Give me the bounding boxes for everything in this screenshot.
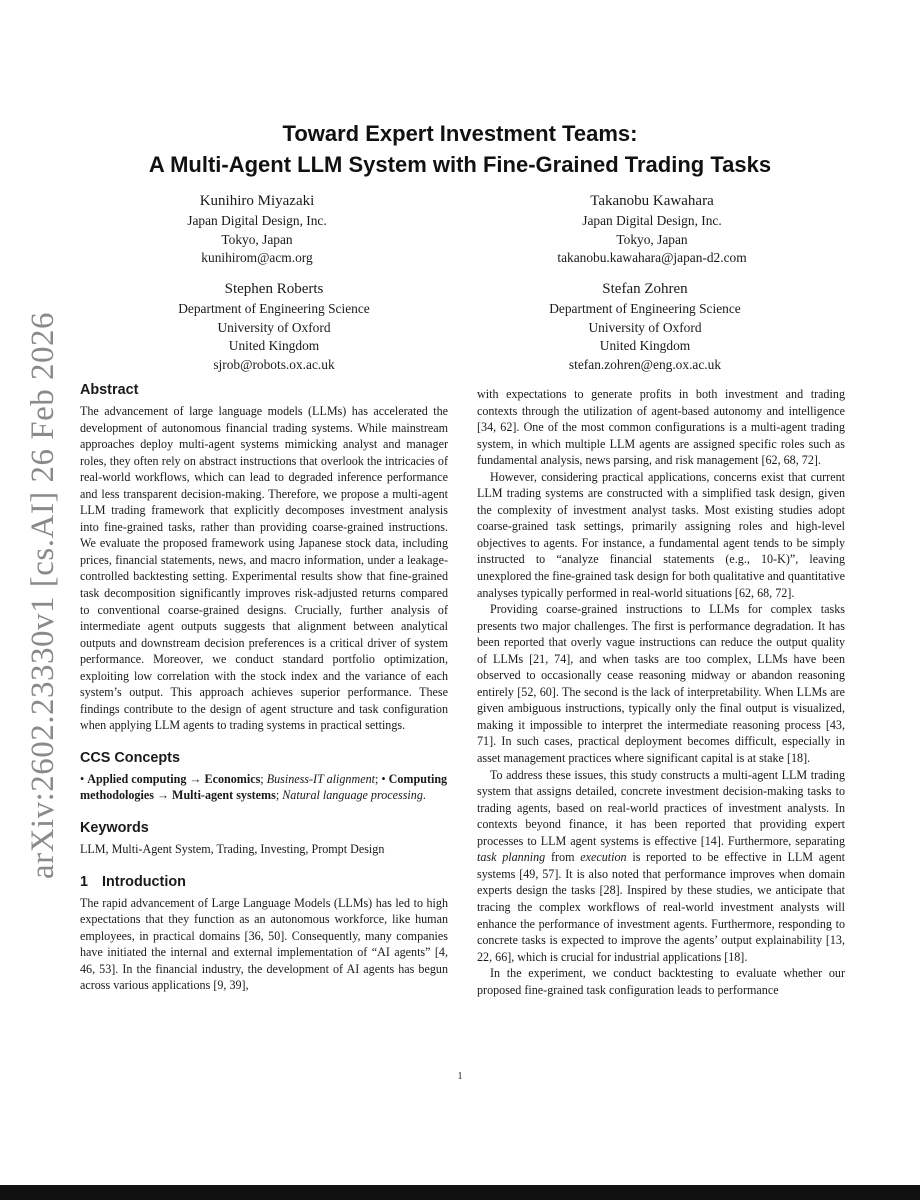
author-name: Kunihiro Miyazaki: [199, 193, 315, 209]
arxiv-identifier-stamp: [24, 311, 64, 879]
author-block-roberts: [109, 278, 439, 374]
author-email: kunihirom@acm.org: [201, 250, 313, 265]
ccs-concepts-heading: CCS Concepts: [80, 749, 180, 766]
ccs-bullet: •: [381, 771, 386, 786]
bottom-dark-band: [0, 1185, 920, 1200]
intro-paragraph-1-continued: with expectations to generate profits in both investment and trading contexts through the utilization of agent-based autonomy and intelligence [34, 62]. One of the most common configurations is a multi-agent trading system, in which multiple LLM agents are assigned specific roles such as fundamental analysis, news parsing, and risk management [62, 68, 72].: [477, 387, 845, 468]
author-university: University of Oxford: [217, 319, 331, 335]
ccs-concept-1: Applied computing → Economics: [87, 771, 261, 786]
keywords-text: LLM, Multi-Agent System, Trading, Investing, Prompt Design: [80, 842, 385, 857]
right-column: [477, 386, 845, 998]
intro-paragraph-5: In the experiment, we conduct backtesting to evaluate whether our proposed fine-grained task configuration leads to performance: [477, 966, 845, 997]
introduction-heading: [80, 872, 448, 892]
author-email: sjrob@robots.ox.ac.uk: [213, 356, 335, 372]
intro-p4-text-b: from: [545, 850, 581, 865]
left-column: [80, 380, 448, 994]
author-name: Stefan Zohren: [602, 281, 688, 297]
intro-p4-text-c: is reported to be effective in LLM agent systems [49, 57]. It is also noted that performance improves when domain experts design the tasks [28]. Inspired by these studies, we anticipate that tracing the complex workflows of real-world investment analysts will enhance the performance of investment agents. Furthermore, responding to concrete tasks is expected to improve the agents’ output explainability [13, 22, 66], which is crucial for industrial applications [18].: [477, 850, 845, 964]
author-location: Tokyo, Japan: [616, 231, 688, 247]
ccs-bullet: •: [80, 771, 85, 786]
author-affiliation: Japan Digital Design, Inc.: [187, 213, 327, 228]
intro-paragraph-3: Providing coarse-grained instructions to LLMs for complex tasks presents two major challenges. The first is performance degradation. It has been reported that overly vague instructions can reduce the output quality of LLMs [21, 74], and when tasks are too complex, LLMs have been observed to occasionally cease reasoning midway or abandon reasoning entirely [52, 60]. The second is the lack of interpretability. When LLMs are given ambiguous instructions, typically only the final output is visualized, making it impossible to interpret the intermediate reasoning process [43, 71]. In such cases, practical deployment becomes difficult, especially in asset management practices where significant capital is at stake [18].: [477, 602, 845, 766]
author-country: United Kingdom: [228, 338, 320, 353]
intro-p4-emphasis-execution: execution: [580, 850, 627, 865]
author-block-kawahara: [487, 190, 817, 268]
author-affiliation: Japan Digital Design, Inc.: [582, 213, 722, 228]
abstract-text: The advancement of large language models (LLMs) has accelerated the development of autonomous financial trading systems. While mainstream approaches deploy multi-agent systems mimicking analyst and manager roles, they often rely on abstract instructions that overlook the intricacies of real-world workflows, which can lead to degraded inference performance and less transparent decision-making. Therefore, we propose a multi-agent LLM trading framework that explicitly decomposes investment analysis into fine-grained tasks, rather than providing coarse-grained instructions. We evaluate the proposed framework using Japanese stock data, including prices, financial statements, news, and macro information, under a leakage-controlled backtesting setting. Experimental results show that fine-grained task decomposition significantly improves risk-adjusted returns compared to conventional coarse-grained designs. Crucially, further analysis of intermediate agent outputs suggests that alignment between analytical outputs and downstream decision preferences is a critical driver of system performance. Moreover, we conduct standard portfolio optimization, exploiting low correlation with the stock index and the variance of each system’s output. This approach achieves superior performance. These findings contribute to the design of agent structure and task configuration when applying LLM agents to trading systems in practical settings.: [80, 404, 448, 733]
ccs-concept-2-sub: Natural language processing: [282, 788, 423, 803]
author-email: stefan.zohren@eng.ox.ac.uk: [568, 356, 722, 372]
page-number: 1: [457, 1071, 463, 1082]
title-line-2: A Multi-Agent LLM System with Fine-Grained Trading Tasks: [148, 152, 772, 177]
paper-title: [80, 118, 840, 180]
author-department: Department of Engineering Science: [549, 301, 741, 316]
author-country: United Kingdom: [599, 338, 691, 353]
intro-p4-emphasis-task-planning: task planning: [477, 850, 546, 865]
intro-p4-text-a: To address these issues, this study constructs a multi-agent LLM trading system that assigns detailed, concrete investment decision-making tasks to trading agents, based on real-world practices of investment analysts. In contexts beyond finance, it has been reported that providing expert processes to LLM agent systems is effective [14]. Furthermore, separating: [477, 767, 845, 848]
intro-paragraph-2: However, considering practical applications, concerns exist that current LLM trading systems are constructed with a simplified task design, given the complexity of investment analyst tasks. Most existing studies adopt coarse-grained task settings, primarily assigning roles and high-level objectives to agents. For instance, a fundamental agent tends to be simply instructed to “analyze financial statements (e.g., 10-K)”, leaving unexplored the fine-grained task design for both qualitative and quantitative analyses typically performed in real-world situations [62, 68, 72].: [477, 469, 845, 600]
intro-paragraph-4: [477, 767, 845, 966]
author-department: Department of Engineering Science: [178, 301, 370, 316]
author-name: Stephen Roberts: [224, 281, 324, 297]
author-university: University of Oxford: [588, 319, 702, 335]
author-email: takanobu.kawahara@japan-d2.com: [557, 250, 747, 265]
intro-paragraph-1: The rapid advancement of Large Language Models (LLMs) has led to high expectations that they function as an autonomous workforce, like human employees, in practical domains [36, 50]. Consequently, many companies have initiated the internal and external implementation of “AI agents” [4, 46, 53]. In the financial industry, the development of AI agents has begun across various applications [9, 39],: [80, 895, 448, 993]
arxiv-stamp-text: arXiv:2602.23330v1 [cs.AI] 26 Feb 2026: [25, 311, 62, 879]
abstract-heading: Abstract: [80, 382, 139, 398]
author-block-zohren: [480, 278, 810, 374]
author-name: Takanobu Kawahara: [590, 193, 714, 209]
author-block-miyazaki: [92, 190, 422, 268]
section-title: Introduction: [102, 873, 186, 890]
author-location: Tokyo, Japan: [221, 231, 293, 247]
ccs-concepts-text: • Applied computing → Economics; Business-IT alignment; • Computing methodologies → Multi-agent systems; Natural language processing.: [80, 771, 448, 803]
section-number: 1: [80, 873, 89, 890]
title-line-1: Toward Expert Investment Teams:: [282, 121, 638, 146]
keywords-heading: Keywords: [80, 820, 149, 837]
ccs-concept-2: Computing methodologies → Multi-agent systems: [80, 771, 448, 803]
ccs-concept-1-sub: Business-IT alignment: [266, 771, 375, 786]
